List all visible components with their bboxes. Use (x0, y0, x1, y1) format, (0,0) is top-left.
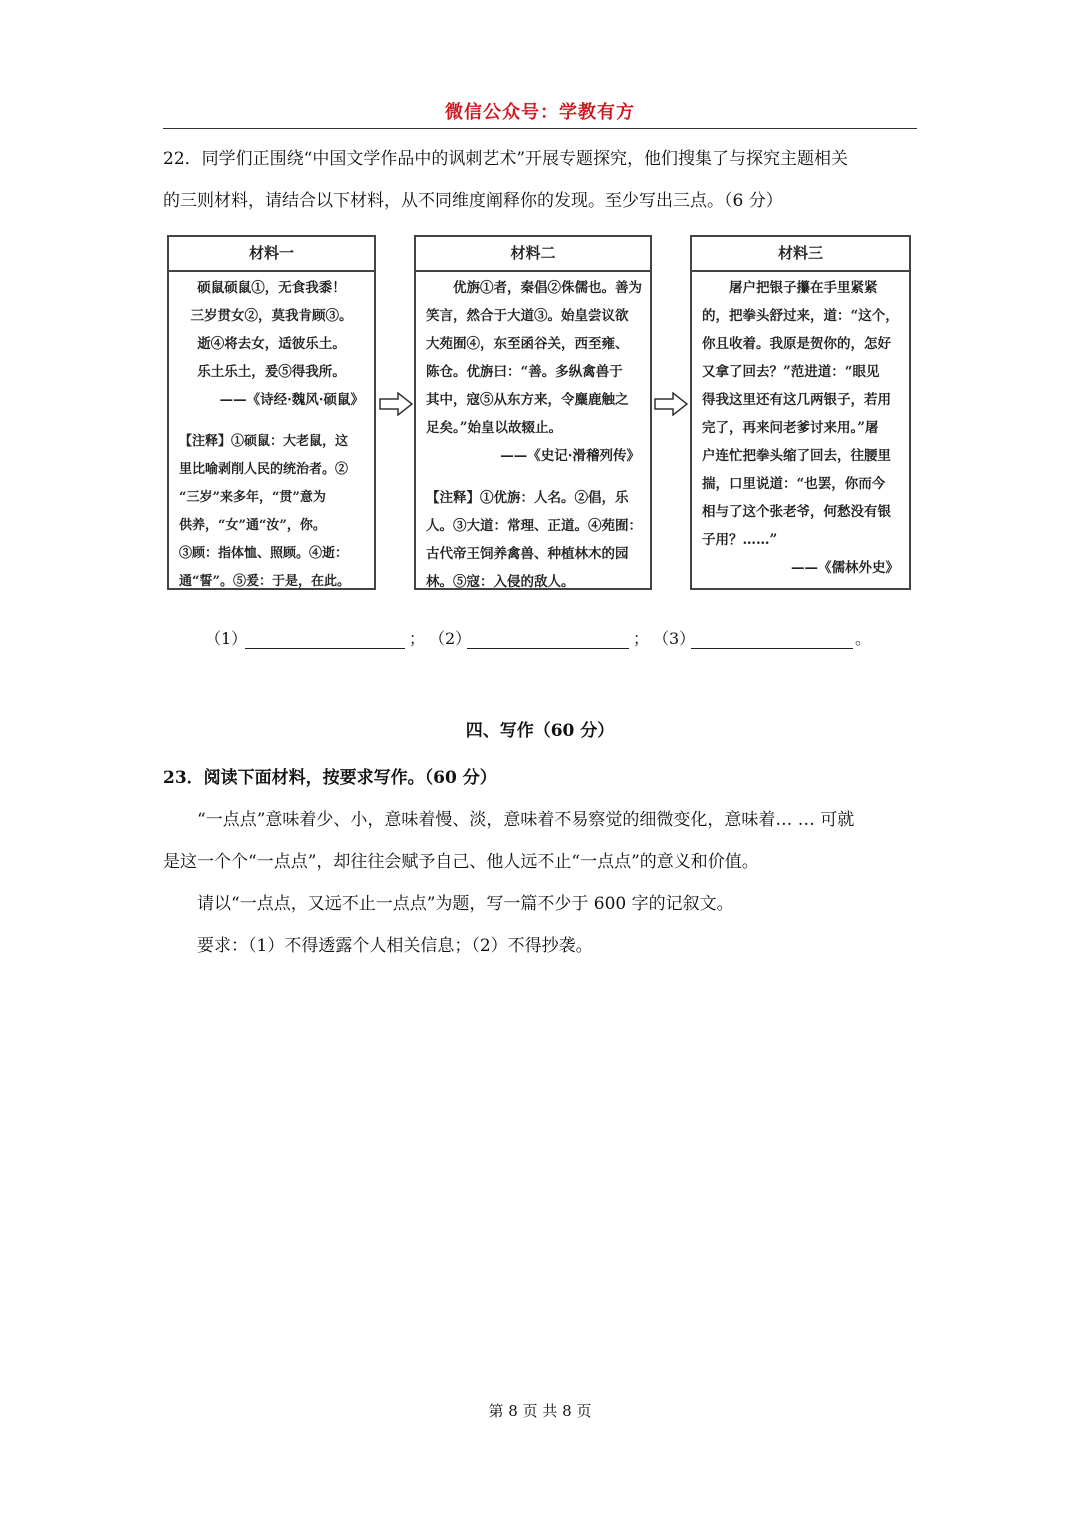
section-title: 四、写作（60 分） (465, 721, 615, 741)
text-line: 子用？……” (702, 532, 778, 548)
text-line: 大苑囿④，东至函谷关，西至雍、 (426, 336, 629, 352)
q23-paragraph-line: “一点点”意味着少、小，意味着慢、淡，意味着不易察觉的细微变化，意味着… … 可就 (197, 810, 855, 830)
text-line: 优旃①者，秦倡②侏儒也。善为 (453, 280, 642, 296)
right-arrow-icon (379, 392, 413, 416)
material-title: 材料二 (416, 237, 650, 272)
text-line: 其中，寇⑤从东方来，令麋鹿触之 (426, 392, 629, 408)
answer-label-1: （1） (205, 629, 248, 648)
note-line: 【注释】①硕鼠：大老鼠，这 (179, 434, 349, 449)
poem-line: 逝④将去女，适彼乐土。 (197, 336, 346, 352)
text-line: 得我这里还有这几两银子，若用 (702, 392, 891, 408)
poem-line: 三岁贯女②，莫我肯顾③。 (190, 308, 353, 324)
text-line: 的，把拳头舒过来，道：“这个， (702, 308, 899, 324)
answer-separator: ； (409, 629, 426, 648)
answer-label-2: （2） (429, 629, 472, 648)
note-line: 古代帝王饲养禽兽、种植林木的园 (426, 546, 629, 562)
note-line: “三岁”来多年，“贯”意为 (179, 490, 326, 505)
note-line: 【注释】①优旃：人名。②倡，乐 (426, 490, 629, 506)
page-footer: 第 8 页 共 8 页 (488, 1402, 592, 1420)
q23-heading: 23．阅读下面材料，按要求写作。（60 分） (163, 768, 497, 788)
q22-line-2: 的三则材料，请结合以下材料，从不同维度阐释你的发现。至少写出三点。（6 分） (163, 191, 783, 211)
text-line: 又拿了回去？”范进道：“眼见 (702, 364, 880, 380)
q23-requirements: 要求：（1）不得透露个人相关信息；（2）不得抄袭。 (197, 936, 593, 956)
text-line: 相与了这个张老爷，何愁没有银 (702, 504, 891, 520)
question-23 (163, 757, 919, 967)
answer-blank-2[interactable] (467, 648, 629, 649)
q23-paragraph-line: 是这一个个“一点点”，却往往会赋予自己、他人远不止“一点点”的意义和价值。 (163, 852, 759, 872)
poem-line: 硕鼠硕鼠①，无食我黍！ (197, 280, 346, 296)
material-two-box (414, 235, 652, 590)
answer-end-mark: 。 (855, 629, 872, 648)
text-line: 陈仓。优旃曰：“善。多纵禽兽于 (426, 364, 623, 380)
text-line: 足矣。”始皇以故辍止。 (426, 420, 563, 436)
text-line: 笑言，然合于大道③。始皇尝议欲 (426, 308, 629, 324)
text-line: 屠户把银子攥在手里紧紧 (729, 280, 878, 296)
note-line: 通“誓”。⑤爰：于是，在此。 (179, 574, 350, 589)
source-citation: ——《史记·滑稽列传》 (500, 448, 640, 464)
material-three-box (690, 235, 911, 590)
note-line: 林。⑤寇：入侵的敌人。 (426, 574, 575, 590)
q23-prompt: 请以“一点点，又远不止一点点”为题，写一篇不少于 600 字的记叙文。 (197, 894, 734, 914)
note-line: 里比喻剥削人民的统治者。② (179, 462, 349, 477)
answer-label-3: （3） (653, 629, 696, 648)
text-line: 完了，再来问老爹讨来用。”屠 (702, 420, 879, 436)
answer-blanks (205, 626, 885, 656)
source-citation: ——《儒林外史》 (791, 560, 899, 576)
poem-line: 乐土乐土，爰⑤得我所。 (197, 364, 346, 380)
page-header: 微信公众号：学教有方 (163, 98, 917, 129)
answer-separator: ； (633, 629, 650, 648)
material-title: 材料三 (692, 237, 909, 272)
material-title: 材料一 (169, 237, 374, 272)
answer-blank-1[interactable] (245, 648, 405, 649)
q22-line-1: 22．同学们正围绕“中国文学作品中的讽刺艺术”开展专题探究，他们搜集了与探究主题相关 (163, 149, 849, 169)
question-22 (163, 138, 919, 222)
right-arrow-icon (654, 392, 688, 416)
note-line: 供养，“女”通“汝”，你。 (179, 518, 326, 533)
text-line: 户连忙把拳头缩了回去，往腰里 (702, 448, 891, 464)
note-line: 人。③大道：常理、正道。④苑囿： (426, 518, 642, 534)
text-line: 揣，口里说道：“也罢，你而今 (702, 476, 886, 492)
source-citation: ——《诗经·魏风·硕鼠》 (219, 392, 364, 408)
answer-blank-3[interactable] (691, 648, 853, 649)
note-line: ③顾：指体恤、照顾。④逝： (179, 546, 349, 561)
text-line: 你且收着。我原是贺你的，怎好 (702, 336, 891, 352)
material-one-box (167, 235, 376, 590)
